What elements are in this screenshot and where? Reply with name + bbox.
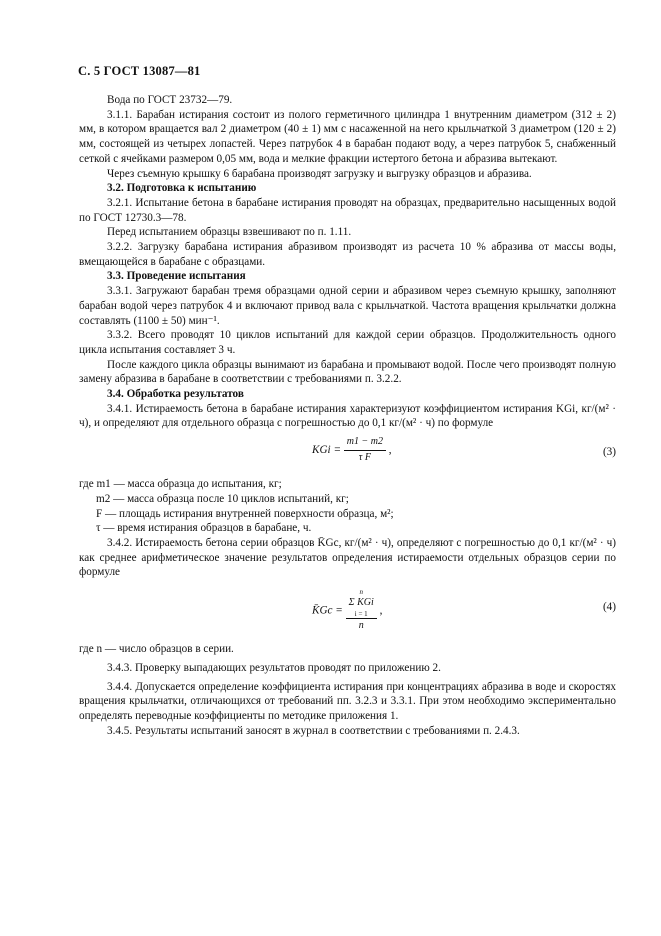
formula-4 xyxy=(79,580,616,642)
paragraph-3-4-3: 3.4.3. Проверку выпадающих результатов проводят по приложению 2. xyxy=(107,661,441,674)
paragraph-lid: Через съемную крышку 6 барабана производят загрузку и выгрузку образцов и абразива. xyxy=(107,167,532,180)
paragraph-water: Вода по ГОСТ 23732—79. xyxy=(107,94,233,106)
paragraph-3-4-1: 3.4.1. Истираемость бетона в барабане истирания характеризуют коэффициентом истирания KGi, кг/(м² · ч), и определяют для отдельного образца с погрешностью до 0,1 кг/(м² · ч) по формуле xyxy=(79,402,616,430)
formula-4-lhs: K̄Gc = xyxy=(312,604,343,617)
formula-4-denominator: n xyxy=(358,619,364,631)
section-3-4-heading: 3.4. Обработка результатов xyxy=(107,388,244,401)
document-body xyxy=(79,93,616,738)
formula-3-numerator: m1 − m2 xyxy=(344,435,386,451)
where-m1: где m1 — масса образца до испытания, кг; xyxy=(79,478,282,491)
where-n: где n — число образцов в серии. xyxy=(79,643,234,656)
page-header: С. 5 ГОСТ 13087—81 xyxy=(78,64,201,78)
paragraph-3-4-2: 3.4.2. Истираемость бетона серии образцов K̄Gc, кг/(м² · ч), определяют с погрешностью до 0,1 кг/(м² · ч) как среднее арифметическое значение результатов определения истираемости отдельных образцов серии по формуле xyxy=(79,536,616,579)
paragraph-3-2-2: 3.2.2. Загрузку барабана истирания абразивом производят из расчета 10 % абразива от массы воды, вмещающейся в барабане с образцами. xyxy=(79,241,616,268)
section-3-2-heading: 3.2. Подготовка к испытанию xyxy=(107,182,257,195)
formula-3-denominator: τ F xyxy=(358,451,371,463)
formula-3 xyxy=(79,431,616,477)
formula-3-number: (3) xyxy=(602,446,616,459)
formula-4-body xyxy=(312,588,382,633)
definitions xyxy=(79,492,616,536)
paragraph-3-2-1: 3.2.1. Испытание бетона в барабане истирания проводят на образцах, предварительно насыщенных водой по ГОСТ 12730.3—78. xyxy=(79,196,616,224)
formula-4-numerator: Σ KGi xyxy=(348,597,374,609)
paragraph-3-1-1: 3.1.1. Барабан истирания состоит из полого герметичного цилиндра 1 внутренним диаметром (312 ± 2) мм, в котором вращается вал 2 диаметром (40 ± 1) мм с насаженной на него крыльчаткой 3 диаметром (120 ± 2) мм, состоящей из четырех лопастей. Через патрубок 4 в барабан подают воду, а через патрубок 5, снабженный сеткой с ячейками размером 0,05 мм, вода и мелкие фракции истертого бетона и абразива вытекают. xyxy=(79,108,616,165)
paragraph-3-4-5: 3.4.5. Результаты испытаний заносят в журнал в соответствии с требованиями п. 2.4.3. xyxy=(107,724,520,737)
formula-4-fraction xyxy=(346,588,377,633)
formula-3-body xyxy=(312,435,392,465)
paragraph-3-3-1: 3.3.1. Загружают барабан тремя образцами одной серии и абразивом через съемную крышку, заполняют барабан водой через патрубок 4 и включают привод вала с крыльчаткой. Частота вращения крыльчатки должна составлять (1100 ± 50) мин⁻¹. xyxy=(79,285,616,327)
definition-tau: τ — время истирания образцов в барабане, ч. xyxy=(96,522,312,535)
formula-4-sum-top: n xyxy=(359,588,363,597)
definition-m2: m2 — масса образца после 10 циклов испытаний, кг; xyxy=(96,492,349,505)
formula-3-lhs: KGi = xyxy=(312,443,341,456)
section-3-3-heading: 3.3. Проведение испытания xyxy=(107,270,246,283)
paragraph-3-3-2: 3.3.2. Всего проводят 10 циклов испытаний для каждой серии образцов. Продолжительность одного цикла испытания составляет 3 ч. xyxy=(79,329,616,356)
formula-4-tail: , xyxy=(379,604,383,617)
definition-F: F — площадь истирания внутренней поверхности образца, м²; xyxy=(96,507,394,520)
formula-3-fraction xyxy=(344,435,386,465)
formula-4-sum-bottom: i = 1 xyxy=(346,611,377,619)
paragraph-after-cycle: После каждого цикла образцы вынимают из барабана и промывают водой. После чего производят полную замену абразива в барабане в соответствии с требованиями п. 3.2.2. xyxy=(79,358,616,386)
formula-3-tail: , xyxy=(388,443,392,456)
paragraph-3-4-4: 3.4.4. Допускается определение коэффициента истирания при концентрациях абразива в воде и скоростях вращения крыльчатки, отличающихся от требований пп. 3.2.3 и 3.3.1. При этом необходимо экспериментально определять переводные коэффициенты по методике приложения 1. xyxy=(79,680,616,722)
paragraph-weighing: Перед испытанием образцы взвешивают по п. 1.11. xyxy=(107,226,352,239)
formula-4-number: (4) xyxy=(602,601,616,614)
